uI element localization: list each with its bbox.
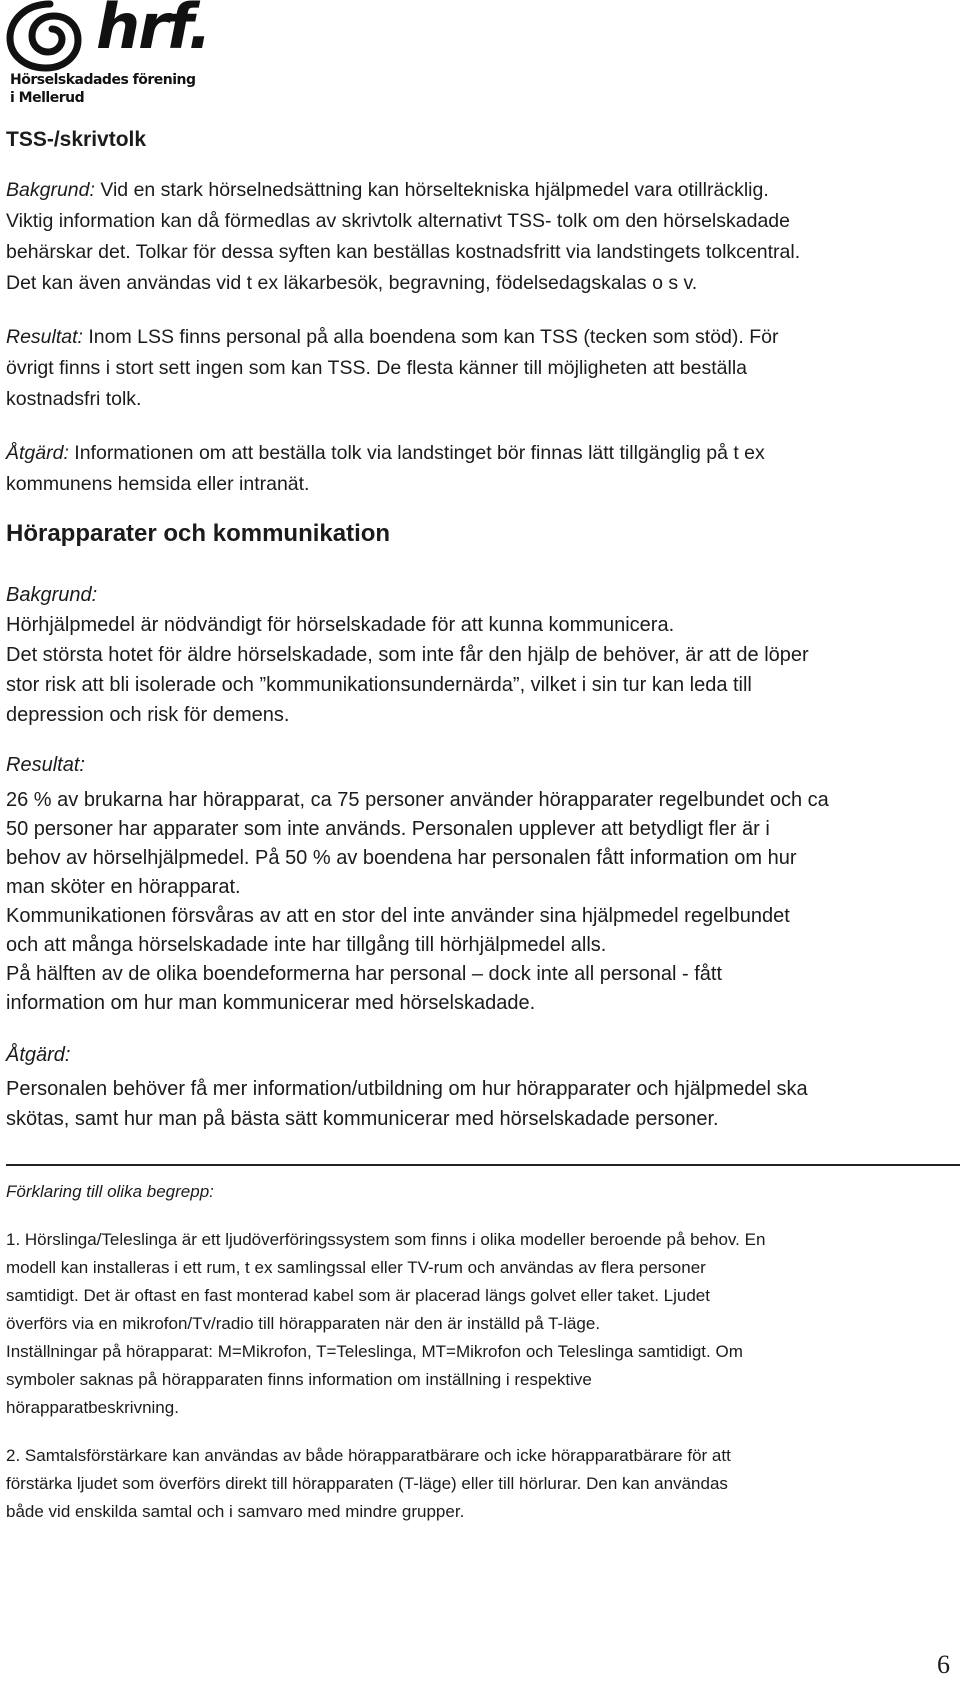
- logo-subtitle-line2: i Mellerud: [10, 90, 85, 106]
- paragraph-line: kostnadsfri tolk.: [6, 388, 142, 410]
- atgard-label: Åtgärd:: [6, 1044, 71, 1066]
- footnote-line: överförs via en mikrofon/Tv/radio till hörapparaten när den är inställd på T-läge.: [6, 1314, 601, 1333]
- paragraph-line: Kommunikationen försvåras av att en stor del inte använder sina hjälpmedel regelbundet: [6, 905, 790, 927]
- paragraph-line: Hörhjälpmedel är nödvändigt för hörselskadade för att kunna kommunicera.: [6, 614, 675, 636]
- footnote-line: både vid enskilda samtal och i samvaro med mindre grupper.: [6, 1502, 465, 1521]
- paragraph-line: [6, 322, 778, 353]
- text-line: Vid en stark hörselnedsättning kan hörseltekniska hjälpmedel vara otillräcklig.: [94, 179, 769, 201]
- bakgrund-label: Bakgrund:: [6, 584, 98, 606]
- logo-wordmark: hrf.: [96, 0, 210, 63]
- paragraph-line: stor risk att bli isolerade och ”kommunikationsundernärda”, vilket i sin tur kan leda till: [6, 674, 752, 696]
- resultat-label: Resultat:: [6, 754, 85, 776]
- paragraph-line: behov av hörselhjälpmedel. På 50 % av boendena har personalen fått information om hur: [6, 847, 797, 869]
- bakgrund-label: Bakgrund:: [6, 179, 95, 201]
- text-line: Informationen om att beställa tolk via landstinget bör finnas lätt tillgänglig på t ex: [68, 442, 765, 464]
- paragraph-line: man sköter en hörapparat.: [6, 876, 241, 898]
- page-number: 6: [937, 1650, 950, 1679]
- footnote-line: förstärka ljudet som överförs direkt till hörapparaten (T-läge) eller till hörlurar. Den kan användas: [6, 1474, 728, 1493]
- footnote-divider: [6, 1164, 960, 1166]
- paragraph-line: skötas, samt hur man på bästa sätt kommunicerar med hörselskadade personer.: [6, 1108, 719, 1130]
- footnote-line: 2. Samtalsförstärkare kan användas av både hörapparatbärare och icke hörapparatbärare för att: [6, 1446, 731, 1465]
- paragraph-line: 50 personer har apparater som inte används. Personalen upplever att betydligt fler är i: [6, 818, 770, 840]
- footnote-line: Inställningar på hörapparat: M=Mikrofon, T=Teleslinga, MT=Mikrofon och Teleslinga samtidigt. Om: [6, 1342, 743, 1361]
- paragraph-line: Det största hotet för äldre hörselskadade, som inte får den hjälp de behöver, är att de löper: [6, 644, 809, 666]
- paragraph-line: Personalen behöver få mer information/utbildning om hur hörapparater och hjälpmedel ska: [6, 1078, 808, 1100]
- paragraph-line: [6, 175, 769, 206]
- spiral-logo-icon: [6, 0, 96, 72]
- footnote-line: samtidigt. Det är oftast en fast monterad kabel som är placerad längs golvet eller taket. Ljudet: [6, 1286, 710, 1305]
- footnote-heading: Förklaring till olika begrepp:: [6, 1182, 214, 1201]
- section-title-horapparater: Hörapparater och kommunikation: [6, 520, 391, 547]
- footnote-line: 1. Hörslinga/Teleslinga är ett ljudöverföringssystem som finns i olika modeller beroende på behov. En: [6, 1230, 766, 1249]
- paragraph-line: och att många hörselskadade inte har tillgång till hörhjälpmedel alls.: [6, 934, 607, 956]
- paragraph-line: information om hur man kommunicerar med hörselskadade.: [6, 992, 536, 1014]
- paragraph-line: kommunens hemsida eller intranät.: [6, 473, 310, 495]
- paragraph-line: Viktig information kan då förmedlas av skrivtolk alternativt TSS- tolk om den hörselskadade: [6, 210, 790, 232]
- paragraph-line: På hälften av de olika boendeformerna har personal – dock inte all personal - fått: [6, 963, 722, 985]
- resultat-label: Resultat:: [6, 326, 83, 348]
- paragraph-line: 26 % av brukarna har hörapparat, ca 75 personer använder hörapparater regelbundet och ca: [6, 789, 829, 811]
- atgard-label: Åtgärd:: [6, 442, 69, 464]
- paragraph-line: [6, 438, 765, 469]
- paragraph-line: depression och risk för demens.: [6, 704, 290, 726]
- footnote-line: hörapparatbeskrivning.: [6, 1398, 179, 1417]
- section-title-tss: TSS-/skrivtolk: [6, 128, 147, 151]
- footnote-line: modell kan installeras i ett rum, t ex samlingssal eller TV-rum och användas av flera personer: [6, 1258, 706, 1277]
- hrf-logo: [6, 0, 210, 108]
- paragraph-line: övrigt finns i stort sett ingen som kan TSS. De flesta känner till möjligheten att beställa: [6, 357, 747, 379]
- logo-subtitle-line1: Hörselskadades förening: [10, 72, 196, 88]
- footnote-line: symboler saknas på hörapparaten finns information om inställning i respektive: [6, 1370, 592, 1389]
- paragraph-line: Det kan även användas vid t ex läkarbesök, begravning, födelsedagskalas o s v.: [6, 272, 698, 294]
- text-line: Inom LSS finns personal på alla boendena som kan TSS (tecken som stöd). För: [82, 326, 779, 348]
- paragraph-line: behärskar det. Tolkar för dessa syften kan beställas kostnadsfritt via landstingets tolkcentral.: [6, 241, 801, 263]
